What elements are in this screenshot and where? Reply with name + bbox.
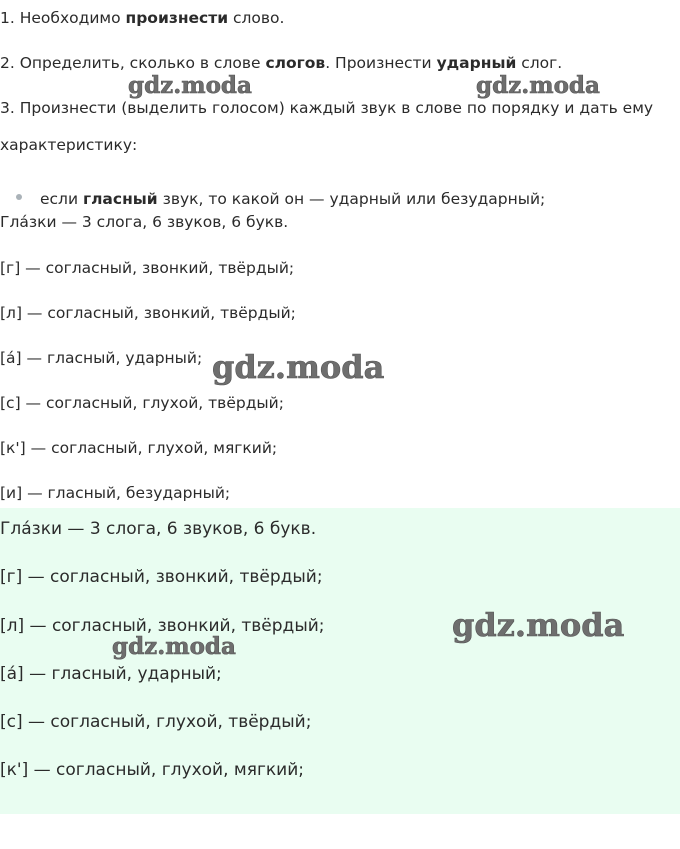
step-2-mid: . Произнести: [325, 54, 437, 72]
step-2-bold-syllables: слогов: [265, 54, 326, 72]
sound-line: [с] — согласный, глухой, твёрдый;: [0, 394, 284, 412]
bullet-dot: [16, 194, 22, 200]
step-2-text: 2. Определить, сколько в слове: [0, 54, 266, 72]
answer-section: [0, 508, 680, 814]
step-2: [0, 53, 562, 73]
watermark: gdz.moda: [476, 72, 600, 99]
sound-line: [л] — согласный, звонкий, твёрдый;: [0, 304, 296, 322]
watermark: gdz.moda: [128, 72, 252, 99]
sound-line: [к'] — согласный, глухой, мягкий;: [0, 439, 278, 457]
bullet-end: звук, то какой он — ударный или безударный;: [157, 190, 546, 208]
bullet-item: [40, 189, 545, 209]
step-2-bold-stressed: ударный: [436, 54, 517, 72]
sound-line: [с] — согласный, глухой, твёрдый;: [0, 712, 312, 732]
bullet-text: если: [40, 190, 83, 208]
step-3-line-1: 3. Произнести (выделить голосом) каждый звук в слове по порядку и дать ему: [0, 99, 654, 117]
analysis-section: [0, 210, 680, 508]
bullet-bold: гласный: [82, 190, 158, 208]
step-1-end: слово.: [228, 9, 285, 27]
watermark: gdz.moda: [452, 606, 625, 644]
instructions-section: [0, 0, 680, 210]
sound-line: [а́] — гласный, ударный;: [0, 349, 203, 367]
step-1-bold: произнести: [125, 9, 229, 27]
step-2-end: слог.: [516, 54, 563, 72]
sound-line: [к'] — согласный, глухой, мягкий;: [0, 760, 304, 780]
watermark: gdz.moda: [212, 348, 385, 386]
step-1: [0, 8, 284, 28]
sound-line: [и] — гласный, безударный;: [0, 484, 231, 502]
sound-line: [г] — согласный, звонкий, твёрдый;: [0, 259, 295, 277]
step-3-line-2: характеристику:: [0, 136, 138, 154]
sound-line: [л] — согласный, звонкий, твёрдый;: [0, 616, 325, 636]
watermark: gdz.moda: [112, 633, 236, 660]
sound-line: [г] — согласный, звонкий, твёрдый;: [0, 567, 323, 587]
analysis-summary: Гла́зки — 3 слога, 6 звуков, 6 букв.: [0, 213, 289, 231]
sound-line: [а́] — гласный, ударный;: [0, 664, 222, 684]
step-1-text: 1. Необходимо: [0, 9, 126, 27]
answer-summary: Гла́зки — 3 слога, 6 звуков, 6 букв.: [0, 519, 317, 539]
